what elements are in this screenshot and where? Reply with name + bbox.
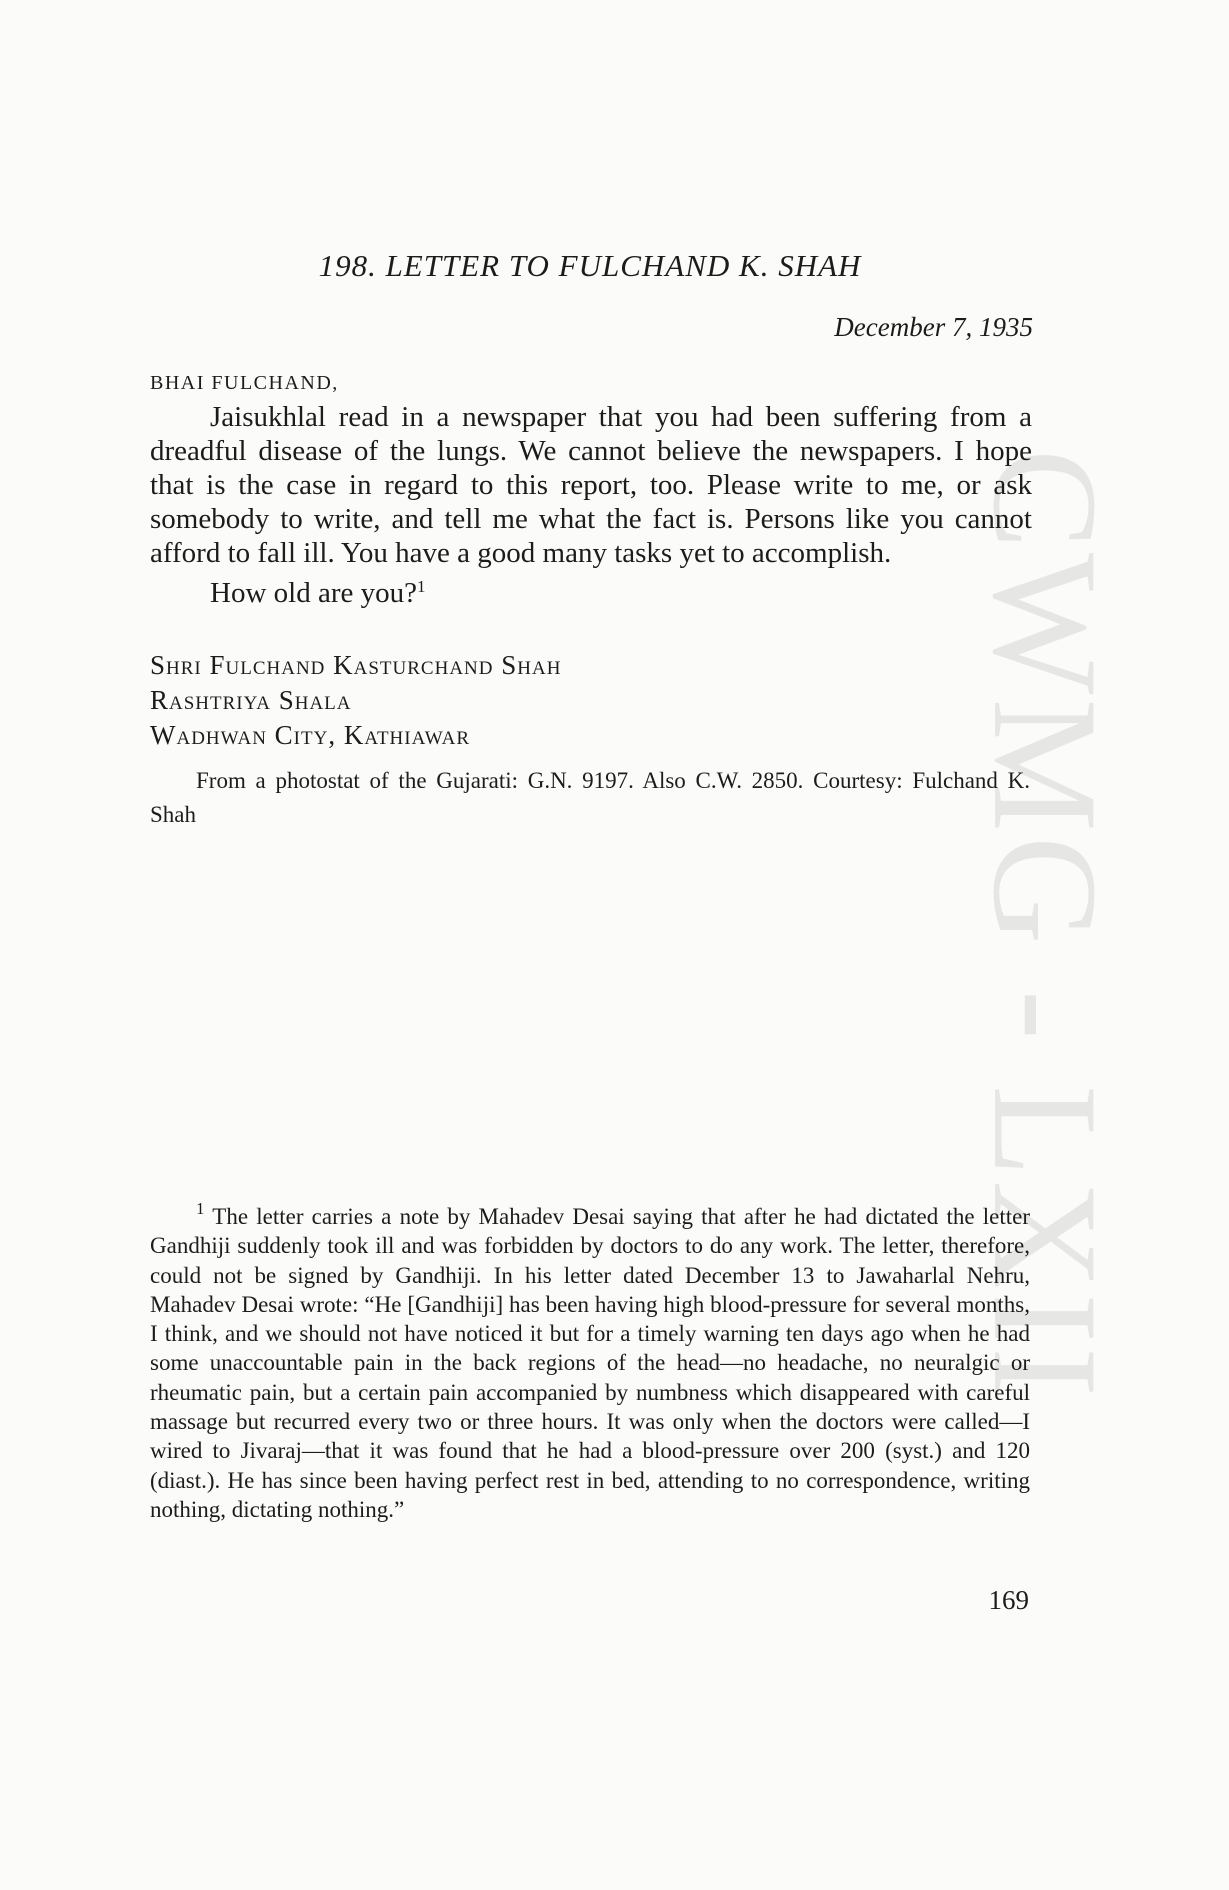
footnote-text: The letter carries a note by Mahadev Desai saying that after he had dictated the letter Gandhiji suddenly took ill and was forbidden by doctors to do any work. The letter, therefore, could not be signed by Gandhiji. In his letter dated December 13 to Jawaharlal Nehru, Mahadev Desai wrote: “He [Gandhiji] has been having high blood-pressure for several months, I think, and we should not have noticed it but for a timely warning ten days ago when he had some unaccountable pain in the back regions of the head—no headache, no neuralgic or rheumatic pain, but a certain pain accompanied by numbness which disappeared with careful massage but recurred every two or three hours. It was only when the doctors were called—I wired to Jivaraj—that it was found that he had a blood-pressure over 200 (syst.) and 120 (diast.). He has since been having perfect rest in bed, attending to no correspondence, writing nothing, dictating nothing.”	[150, 1204, 1030, 1522]
footnote-body	[150, 1194, 1030, 1524]
body-paragraph: Jaisukhlal read in a newspaper that you had been suffering from a dreadful disease of the lungs. We cannot believe the newspapers. I hope that is the case in regard to this report, too. Please write to me, or ask somebody to write, and tell me what the fact is. Persons like you cannot afford to fall ill. You have a good many tasks yet to accomplish.	[150, 401, 1032, 569]
address-line: Wadhwan City, Kathiawar	[150, 720, 471, 750]
page-number: 169	[988, 1585, 1029, 1615]
letter-date: December 7, 1935	[834, 312, 1033, 342]
address-line: Rashtriya Shala	[150, 685, 352, 715]
watermark-text: CWMG - LXII	[962, 448, 1129, 1402]
address-block	[150, 648, 561, 753]
source-note: From a photostat of the Gujarati: G.N. 9197. Also C.W. 2850. Courtesy: Fulchand K. Shah	[150, 768, 1030, 827]
body-paragraph	[150, 570, 1032, 610]
letter-body	[150, 400, 1032, 610]
address-line: Shri Fulchand Kasturchand Shah	[150, 650, 562, 680]
footnote	[150, 1194, 1030, 1524]
question-text: How old are you?	[210, 577, 417, 609]
letter-heading: 198. LETTER TO FULCHAND K. SHAH	[318, 248, 862, 283]
footnote-number: 1	[196, 1199, 205, 1218]
salutation: BHAI FULCHAND,	[150, 372, 339, 394]
footnote-marker: 1	[416, 577, 426, 596]
